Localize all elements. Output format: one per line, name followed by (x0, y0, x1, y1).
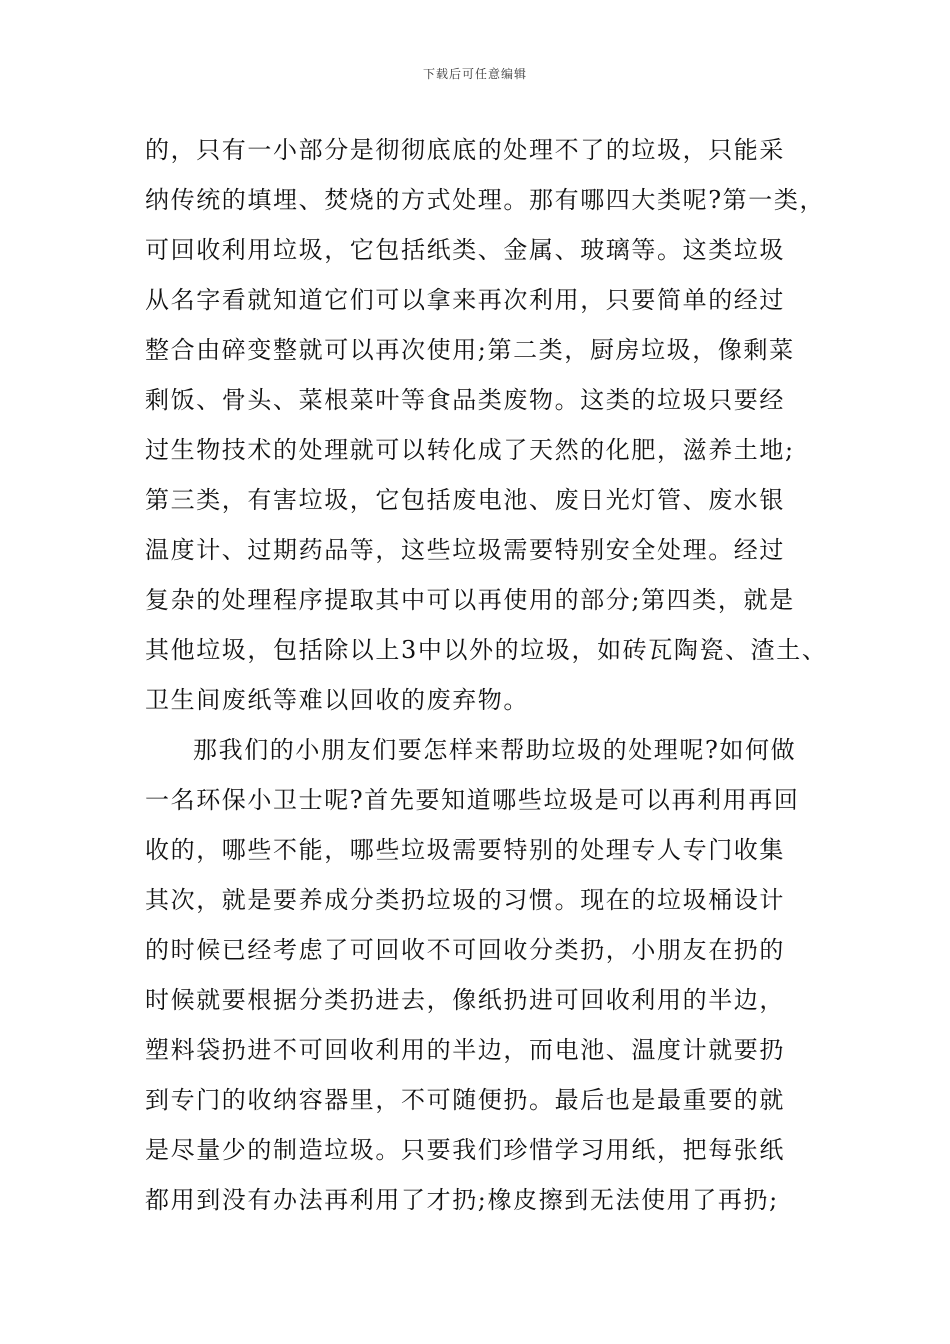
text-line: 复杂的处理程序提取其中可以再使用的部分;第四类，就是 (145, 586, 795, 614)
text-line: 都用到没有办法再利用了才扔;橡皮擦到无法使用了再扔; (145, 1186, 779, 1214)
text-line: 其次，就是要养成分类扔垃圾的习惯。现在的垃圾桶设计 (145, 886, 785, 914)
paragraph-1 (145, 125, 828, 725)
text-line: 是尽量少的制造垃圾。只要我们珍惜学习用纸，把每张纸 (145, 1136, 785, 1164)
document-body (145, 125, 828, 1225)
text-line: 卫生间废纸等难以回收的废弃物。 (145, 686, 529, 714)
text-line: 第三类，有害垃圾，它包括废电池、废日光灯管、废水银 (145, 486, 785, 514)
text-line: 到专门的收纳容器里，不可随便扔。最后也是最重要的就 (145, 1086, 785, 1114)
text-line: 时候就要根据分类扔进去，像纸扔进可回收利用的半边， (145, 986, 785, 1014)
text-line: 纳传统的填埋、焚烧的方式处理。那有哪四大类呢?第一类， (145, 186, 826, 214)
page-header: 下载后可任意编辑 (422, 67, 527, 81)
text-line: 的时候已经考虑了可回收不可回收分类扔，小朋友在扔的 (145, 936, 785, 964)
text-line: 从名字看就知道它们可以拿来再次利用，只要简单的经过 (145, 286, 785, 314)
text-line: 塑料袋扔进不可回收利用的半边，而电池、温度计就要扔 (145, 1036, 785, 1064)
text-line: 整合由碎变整就可以再次使用;第二类，厨房垃圾，像剩菜 (145, 336, 795, 364)
text-line: 一名环保小卫士呢?首先要知道哪些垃圾是可以再利用再回 (145, 786, 800, 814)
paragraph-2 (145, 725, 810, 1225)
text-line: 剩饭、骨头、菜根菜叶等食品类废物。这类的垃圾只要经 (145, 386, 785, 414)
text-line: 的，只有一小部分是彻彻底底的处理不了的垃圾，只能采 (145, 136, 785, 164)
text-line: 收的，哪些不能，哪些垃圾需要特别的处理专人专门收集 (145, 836, 785, 864)
text-line: 那我们的小朋友们要怎样来帮助垃圾的处理呢?如何做 (193, 736, 797, 764)
text-line: 其他垃圾，包括除以上3中以外的垃圾，如砖瓦陶瓷、渣土、 (145, 636, 828, 664)
text-line: 温度计、过期药品等，这些垃圾需要特别安全处理。经过 (145, 536, 785, 564)
text-line: 过生物技术的处理就可以转化成了天然的化肥，滋养土地; (145, 436, 795, 464)
text-line: 可回收利用垃圾，它包括纸类、金属、玻璃等。这类垃圾 (145, 236, 785, 264)
